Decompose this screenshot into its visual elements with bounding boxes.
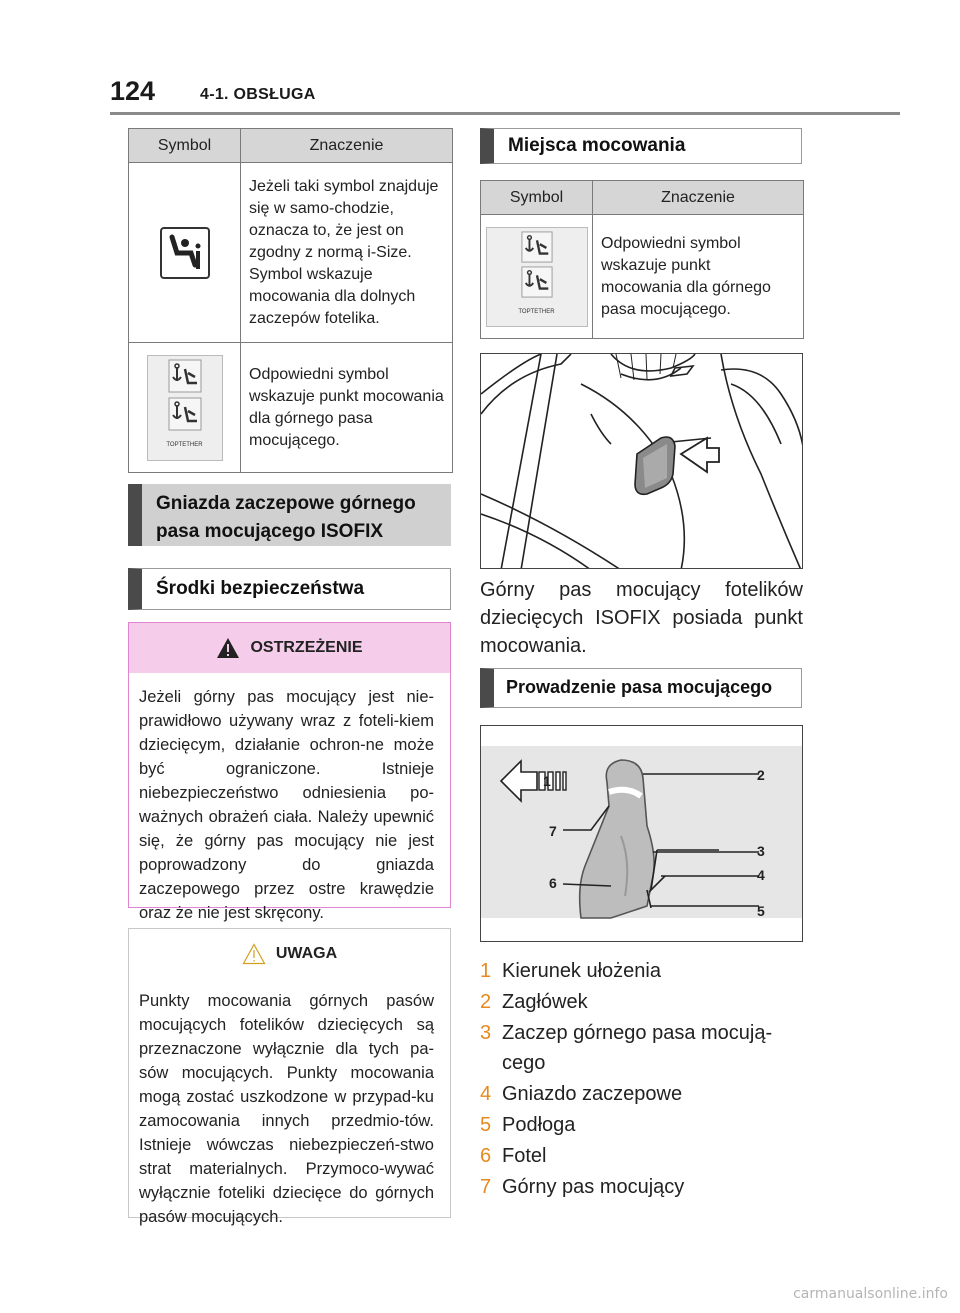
legend-number: 6 <box>480 1145 492 1167</box>
section-heading-safety: Środki bezpieczeństwa <box>128 568 451 610</box>
callout-7: 7 <box>549 823 557 839</box>
callout-1: 1 <box>543 773 551 789</box>
isize-seat-icon <box>160 227 210 279</box>
top-tether-anchor-icon <box>486 227 588 327</box>
symbol-table-left <box>128 128 453 473</box>
anchor-paragraph: Górny pas mocujący fotelików dziecięcych ISOFIX posiada punkt mocowania. <box>480 579 803 657</box>
notice-text: Punkty mocowania górnych pasów mocujących fotelików dziecięcych są przeznaczone wyłącznie dla tych pa-sów mocujących. Punkty mocowania mogą zostać uszkodzone w przypad-ku zamocowania innych przedmio-tów. Istnieje wówczas niebezpieczeń-stwo strat materialnych. Przymoco-wywać wyłącznie foteliki dziecięce do górnych pasów mocujących. <box>139 992 434 1226</box>
warning-text: Jeżeli górny pas mocujący jest nie-prawidłowo używany wraz z foteli-kiem dziecięcym, działanie ochron-ne może być ograniczone. Istnieje niebezpieczeństwo odniesienia po-ważnych obrażeń ciała. Należy upewnić się, że górny pas mocujący nie jest poprowadzony do gniazda zaczepowego przez ostre krawędzie oraz że nie jest skręcony. <box>139 688 434 922</box>
meaning-cell: Odpowiedni symbol wskazuje punkt mocowania dla górnego pasa mocującego. <box>593 215 804 339</box>
legend-text: Gniazdo zaczepowe <box>502 1083 683 1105</box>
legend-text: Fotel <box>502 1145 547 1167</box>
legend-item <box>480 1079 810 1109</box>
legend-item <box>480 1110 810 1140</box>
legend-number: 2 <box>480 991 492 1013</box>
anchor-seat-icon <box>168 397 202 431</box>
header-rule <box>110 112 900 115</box>
legend-number: 1 <box>480 960 492 982</box>
diagram-legend <box>480 956 810 1203</box>
icon-caption: TOPTETHER <box>518 308 555 315</box>
notice-box <box>128 928 451 1226</box>
legend-item <box>480 1141 810 1171</box>
anchor-seat-icon <box>521 231 553 263</box>
meaning-cell: Jeżeli taki symbol znajduje się w samo-chodzie, oznacza to, że jest on zgodny z normą i-Size. Symbol wskazuje mocowania dla dolnych zaczepów fotelika. <box>241 163 453 343</box>
symbol-table-right <box>480 180 804 339</box>
top-tether-anchor-icon <box>147 355 223 461</box>
warning-box <box>128 622 451 922</box>
legend-number: 4 <box>480 1083 492 1105</box>
legend-text: Zagłówek <box>502 991 588 1013</box>
legend-item <box>480 1018 810 1078</box>
icon-caption: TOPTETHER <box>166 442 203 448</box>
section-title: 4-1. OBSŁUGA <box>200 86 316 103</box>
anchor-location-figure <box>480 353 803 569</box>
legend-text: Kierunek ułożenia <box>502 960 661 982</box>
legend-number: 7 <box>480 1176 492 1198</box>
symbol-cell <box>129 343 241 473</box>
col-meaning-header: Znaczenie <box>241 129 453 163</box>
symbol-cell <box>481 215 593 339</box>
notice-header <box>129 929 450 979</box>
section-heading-routing: Prowadzenie pasa mocującego <box>480 668 802 708</box>
col-symbol-header: Symbol <box>129 129 241 163</box>
section-heading-isofix: Gniazda zaczepowe górnego pasa mocującego ISOFIX <box>128 484 451 546</box>
callout-3: 3 <box>757 843 765 859</box>
legend-item <box>480 1172 810 1202</box>
col-meaning-header: Znaczenie <box>593 181 804 215</box>
legend-number: 3 <box>480 1022 492 1044</box>
callout-6: 6 <box>549 875 557 891</box>
warning-header <box>129 623 450 673</box>
page-number: 124 <box>110 76 156 106</box>
tether-routing-diagram <box>481 726 803 942</box>
col-symbol-header: Symbol <box>481 181 593 215</box>
tether-routing-figure <box>480 725 803 942</box>
section-heading-locations: Miejsca mocowania <box>480 128 802 164</box>
warning-triangle-icon <box>216 637 240 659</box>
callout-5: 5 <box>757 903 765 919</box>
meaning-cell: Odpowiedni symbol wskazuje punkt mocowania dla górnego pasa mocującego. <box>241 343 453 473</box>
legend-number: 5 <box>480 1114 492 1136</box>
symbol-cell <box>129 163 241 343</box>
anchor-flap <box>635 437 675 494</box>
car-interior-illustration <box>481 354 803 569</box>
callout-2: 2 <box>757 767 765 783</box>
notice-title: UWAGA <box>275 945 338 962</box>
legend-text: Górny pas mocujący <box>502 1176 685 1198</box>
callout-4: 4 <box>757 867 765 883</box>
legend-item <box>480 956 810 986</box>
anchor-seat-icon <box>521 266 553 298</box>
legend-text: Podłoga <box>502 1114 576 1136</box>
arrow-icon <box>681 438 719 472</box>
watermark: carmanualsonline.info <box>793 1286 948 1302</box>
anchor-seat-icon <box>168 359 202 393</box>
legend-text: Zaczep górnego pasa mocują-cego <box>502 1022 773 1074</box>
caution-triangle-icon <box>242 943 266 965</box>
warning-title: OSTRZEŻENIE <box>250 639 363 656</box>
legend-item <box>480 987 810 1017</box>
